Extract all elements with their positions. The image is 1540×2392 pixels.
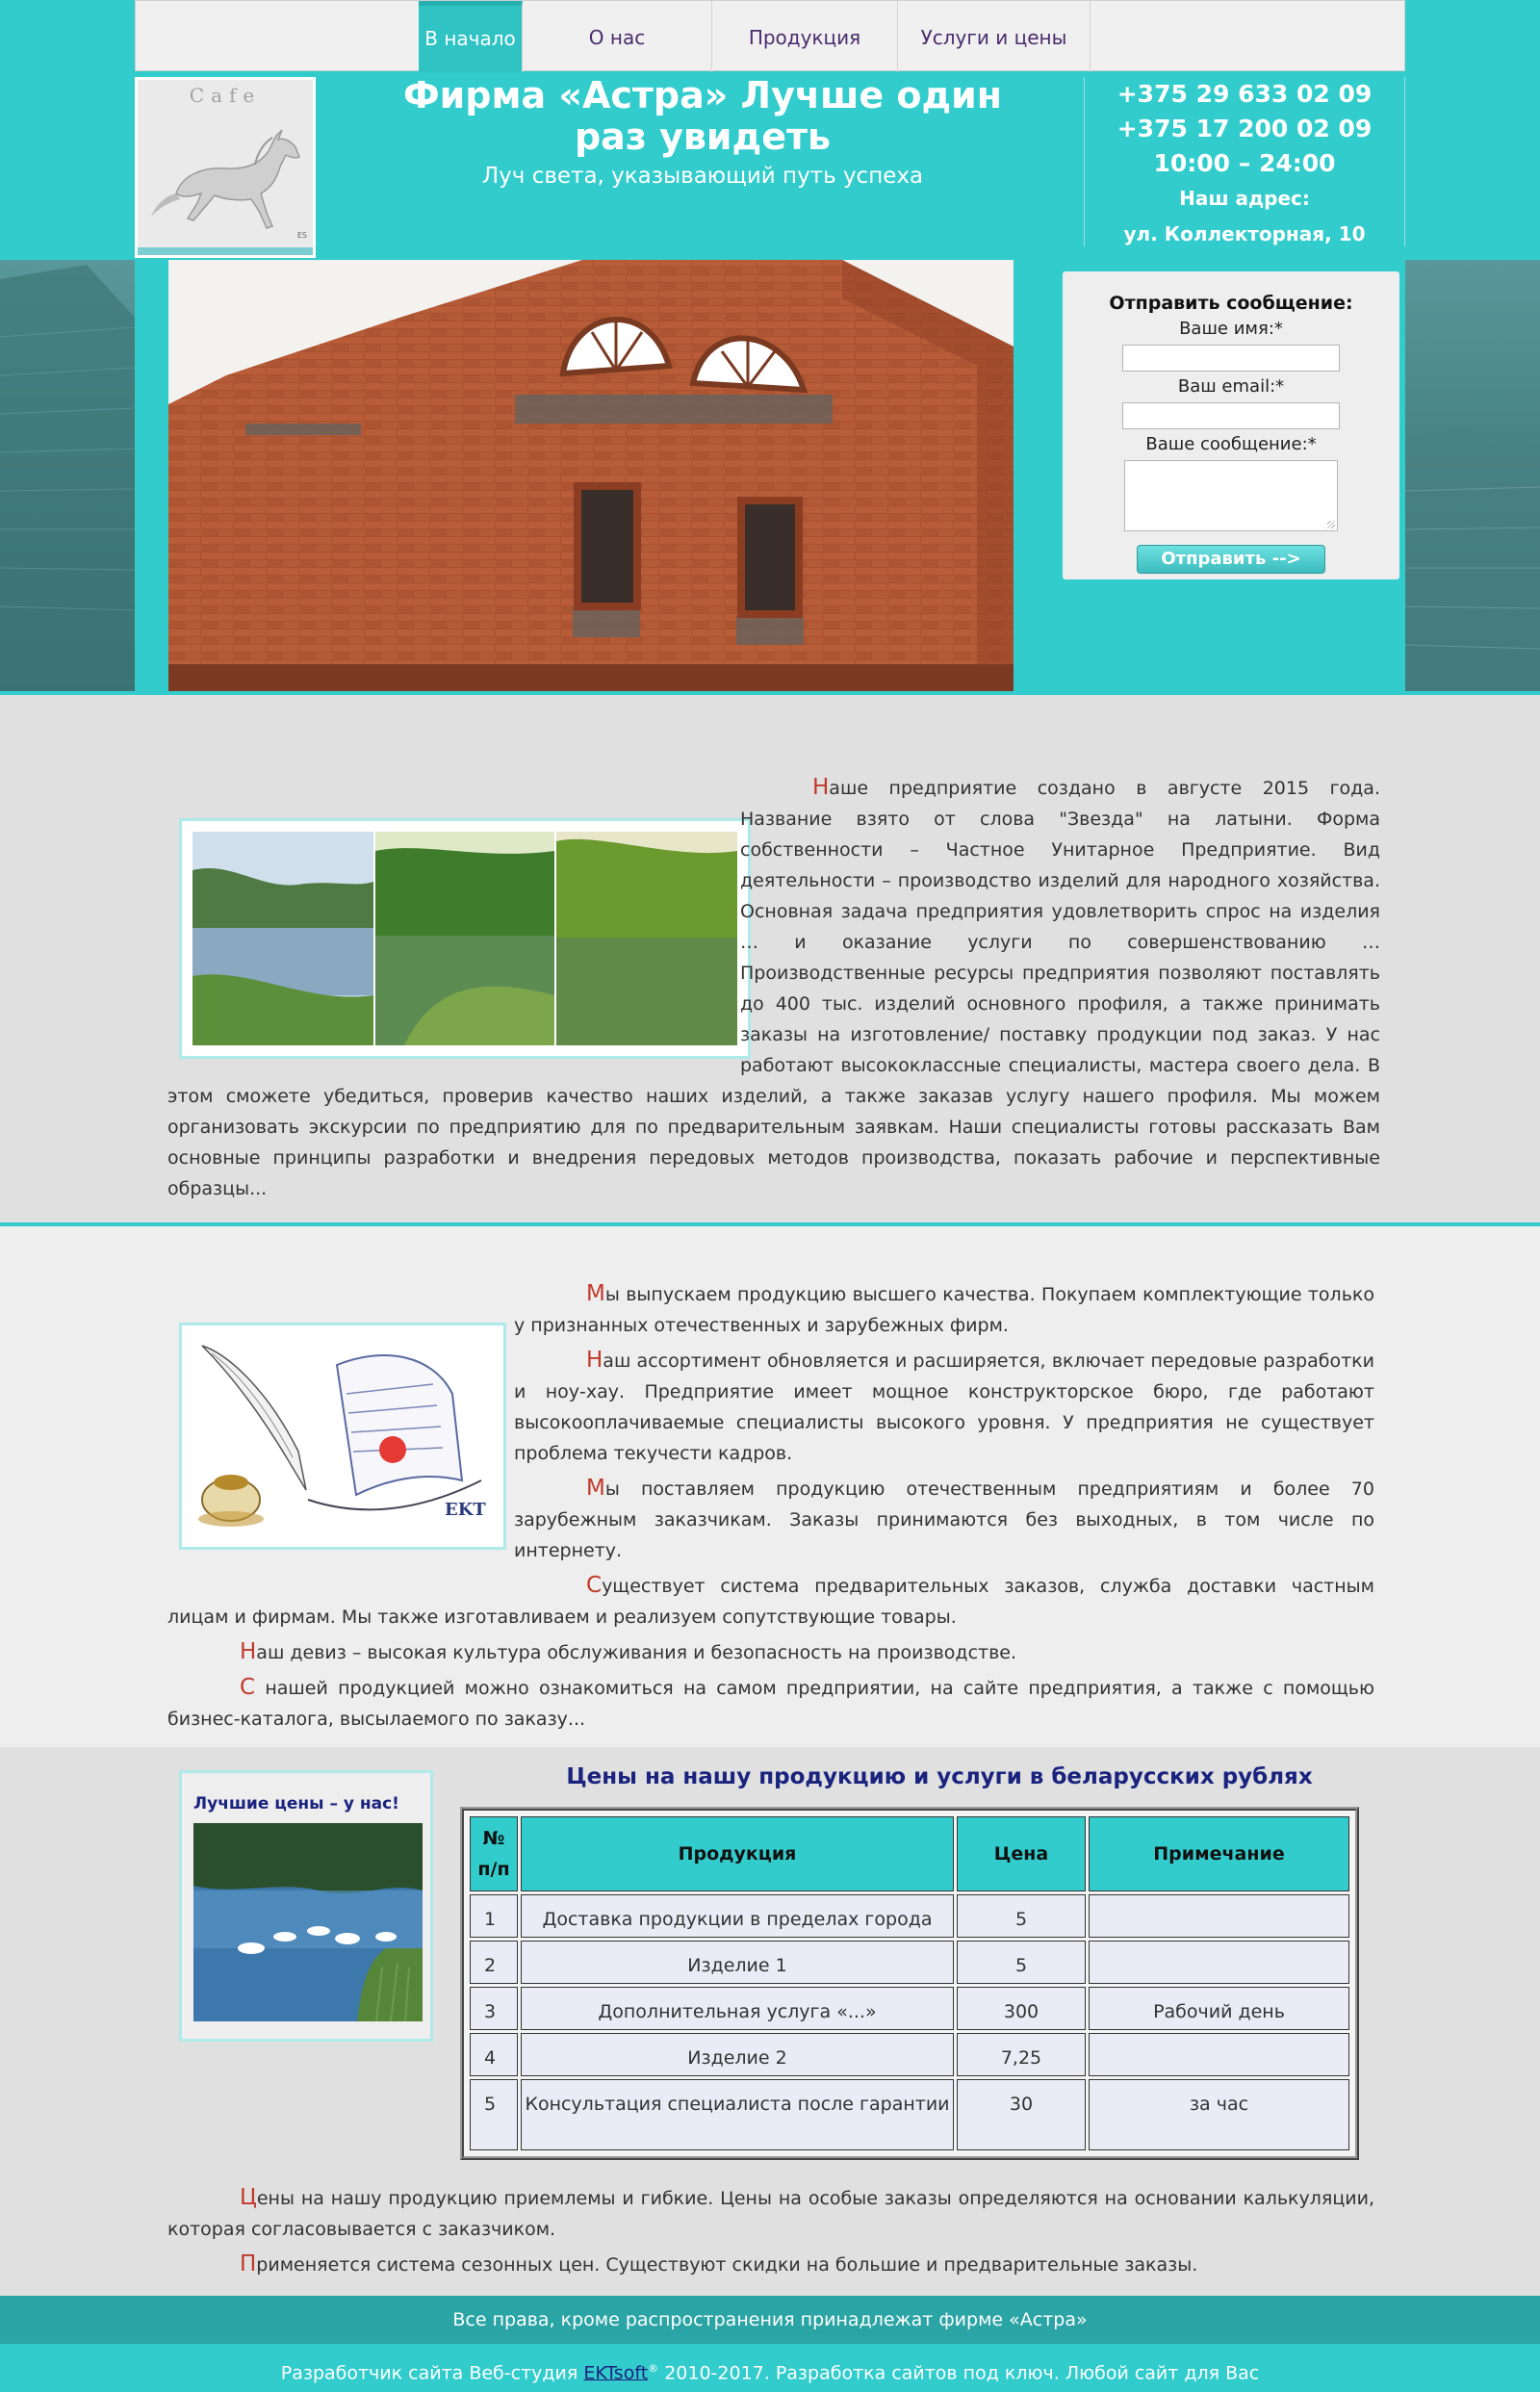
- address-label: Наш адрес:: [1179, 187, 1310, 210]
- footer-developer: [0, 2344, 1540, 2392]
- products-paragraph: [167, 1636, 1374, 1668]
- price-table-wrapper: [460, 1807, 1359, 2160]
- paragraph-text: аш девиз – высокая культура обслуживания и безопасность на производстве.: [256, 1642, 1017, 1663]
- paragraph-text: ены на нашу продукцию приемлемы и гибкие. Цены на особые заказы определяются на основании калькуляции, которая согласовывается с заказчиком.: [167, 2188, 1374, 2240]
- price-table-title: Цены на нашу продукцию и услуги в беларусских рублях: [566, 1764, 1313, 1789]
- prices-section: [0, 1747, 1540, 2296]
- products-text: [167, 1278, 1374, 1738]
- message-label: Ваше сообщение:*: [1145, 434, 1317, 454]
- dropcap: Н: [586, 1348, 603, 1373]
- dropcap: Н: [812, 775, 830, 800]
- cell-note: [1089, 1894, 1349, 1938]
- banner-bg-left: [0, 260, 135, 691]
- message-textarea[interactable]: [1124, 460, 1338, 531]
- prices-text: [167, 2182, 1374, 2284]
- table-row: [470, 1941, 1349, 1984]
- contact-form-title: Отправить сообщение:: [1109, 293, 1353, 314]
- table-header-row: [470, 1816, 1349, 1891]
- cell-note: за час: [1089, 2079, 1349, 2150]
- image-spacer: [167, 1309, 514, 1588]
- cell-price: 7,25: [957, 2033, 1086, 2076]
- cell-price: 30: [957, 2079, 1086, 2150]
- prices-paragraph: [167, 2182, 1374, 2245]
- working-hours: 10:00 – 24:00: [1153, 149, 1336, 177]
- image-spacer: [167, 807, 740, 1076]
- column-header: № п/п: [470, 1816, 518, 1891]
- horse-icon: [138, 80, 316, 258]
- main-nav: [135, 0, 1405, 71]
- cell-note: Рабочий день: [1089, 1987, 1349, 2030]
- banner: [0, 260, 1540, 691]
- logo[interactable]: [135, 77, 316, 258]
- dropcap: П: [240, 2251, 257, 2276]
- table-row: [470, 1987, 1349, 2030]
- swans-photo: [193, 1823, 423, 2021]
- dropcap: Ц: [240, 2185, 257, 2210]
- name-input[interactable]: [1122, 345, 1340, 372]
- table-row: [470, 2033, 1349, 2076]
- table-row: [470, 2079, 1349, 2150]
- cell-number: 2: [470, 1941, 518, 1984]
- about-paragraph: [167, 772, 1380, 1204]
- email-input[interactable]: [1122, 402, 1340, 429]
- prices-paragraph: [167, 2249, 1374, 2280]
- phone-1[interactable]: +375 29 633 02 09: [1116, 80, 1373, 108]
- dropcap: Н: [240, 1639, 257, 1664]
- cell-product: Консультация специалиста после гарантии: [521, 2079, 954, 2150]
- cell-number: 4: [470, 2033, 518, 2076]
- paragraph-text: аш ассортимент обновляется и расширяется, включает передовые разработки и ноу-хау. Предприятие имеет мощное конструкторское бюро, где работают высокооплачиваемые специалисты высокого уровня. У предприятия не существует проблема текучести кадров.: [514, 1350, 1374, 1464]
- price-table: [467, 1813, 1352, 2153]
- dropcap: М: [586, 1281, 605, 1306]
- cell-price: 5: [957, 1894, 1086, 1938]
- products-section: [0, 1222, 1540, 1747]
- developer-suffix: 2010-2017. Разработка сайтов под ключ. Любой сайт для Вас: [664, 2362, 1260, 2384]
- cell-product: Дополнительная услуга «...»: [521, 1987, 954, 2030]
- site-slogan: Луч света, указывающий путь успеха: [481, 164, 924, 189]
- about-section: [0, 691, 1540, 1222]
- paragraph-text: ы поставляем продукцию отечественным предприятиям и более 70 зарубежным заказчикам. Заказы принимаются без выходных, в том числе по интернету.: [514, 1479, 1374, 1561]
- contact-form: [1063, 271, 1399, 579]
- nav-item-home[interactable]: В начало: [419, 1, 523, 72]
- paragraph-text: ы выпускаем продукцию высшего качества. Покупаем комплектующие только у признанных отечественных и зарубежных фирм.: [514, 1284, 1374, 1336]
- site-title: Фирма «Астра» Лучше один раз увидеть: [402, 74, 1003, 158]
- column-header: Продукция: [521, 1816, 954, 1891]
- logo-bar: [138, 247, 313, 255]
- paragraph-text: нашей продукцией можно ознакомиться на самом предприятии, на сайте предприятия, а также с помощью бизнес-каталога, высылаемого по заказу...: [167, 1678, 1374, 1730]
- site-header: [0, 0, 1540, 260]
- products-paragraph: [167, 1672, 1374, 1735]
- logo-initials: ES: [296, 231, 307, 240]
- nav-item-products[interactable]: Продукция: [712, 1, 898, 72]
- banner-bg-right: [1405, 260, 1540, 691]
- table-row: [470, 1894, 1349, 1938]
- cell-price: 300: [957, 1987, 1086, 2030]
- phone-2[interactable]: +375 17 200 02 09: [1116, 115, 1373, 142]
- cell-product: Изделие 1: [521, 1941, 954, 1984]
- dropcap: М: [586, 1476, 605, 1501]
- registered-mark: ®: [648, 2362, 659, 2375]
- ekt-caption: EKT: [445, 1500, 486, 1520]
- paragraph-text: рименяется система сезонных цен. Существуют скидки на большие и предварительные заказы.: [256, 2254, 1198, 2276]
- footer-rights: Все права, кроме распространения принадлежат фирме «Астра»: [0, 2296, 1540, 2344]
- nav-item-about[interactable]: О нас: [523, 1, 712, 72]
- brick-house-image: [168, 260, 1014, 691]
- building-shadow-image: [0, 260, 135, 691]
- nav-item-services-prices[interactable]: Услуги и цены: [898, 1, 1091, 72]
- name-label: Ваше имя:*: [1179, 319, 1283, 339]
- column-header: Примечание: [1089, 1816, 1349, 1891]
- swans-lake-image: [193, 1823, 423, 2021]
- paragraph-text: аше предприятие создано в августе 2015 года. Название взято от слова "Звезда" на латыни. Форма собственности – Частное Унитарное Предприятие. Вид деятельности – производство изделий для народного хозяйства. Основная задача предприятия удовлетворить спрос на изделия … и оказание услуги по совершенствованию … Производственные ресурсы предприятия позволяют поставлять до 400 тыс. изделий основного профиля, а также принимать заказы на изготовление/ поставку продукции под заказ. У нас работают высококлассные специалисты, мастера своего дела. В этом сможете убедиться, проверив качество наших изделий, а также заказав услугу нашего профиля. Мы можем организовать экскурсии по предприятию для по предварительным заявкам. Наши специалисты готовы рассказать Вам основные принципы разработки и внедрения передовых методов производства, показать рабочие и перспективные образцы...: [167, 778, 1380, 1199]
- best-prices-box: [179, 1770, 433, 2042]
- paragraph-text: уществует система предварительных заказов, служба доставки частным лицам и фирмам. Мы также изготавливаем и реализуем сопутствующие товары.: [167, 1576, 1374, 1628]
- house-photo: [168, 260, 1014, 691]
- resize-grip-icon[interactable]: [1327, 521, 1335, 528]
- cell-number: 1: [470, 1894, 518, 1938]
- address: ул. Коллекторная, 10: [1123, 222, 1366, 245]
- about-text: [167, 772, 1380, 1204]
- cell-note: [1089, 2033, 1349, 2076]
- best-prices-title: Лучшие цены – у нас!: [193, 1794, 399, 1813]
- cell-product: Изделие 2: [521, 2033, 954, 2076]
- email-label: Ваш email:*: [1177, 376, 1285, 397]
- logo-text: Cafe: [189, 84, 262, 107]
- cell-number: 3: [470, 1987, 518, 2030]
- building-shadow-image-right: [1405, 260, 1540, 691]
- cell-number: 5: [470, 2079, 518, 2150]
- column-header: Цена: [957, 1816, 1086, 1891]
- developer-link[interactable]: EKTsoft: [583, 2362, 649, 2384]
- cell-price: 5: [957, 1941, 1086, 1984]
- contact-info: [1084, 77, 1405, 246]
- send-button[interactable]: Отправить -->: [1137, 545, 1325, 574]
- developer-prefix: Разработчик сайта Веб-студия: [280, 2362, 578, 2384]
- cell-note: [1089, 1941, 1349, 1984]
- dropcap: С: [240, 1675, 256, 1700]
- dropcap: С: [586, 1573, 603, 1598]
- cell-product: Доставка продукции в пределах города: [521, 1894, 954, 1938]
